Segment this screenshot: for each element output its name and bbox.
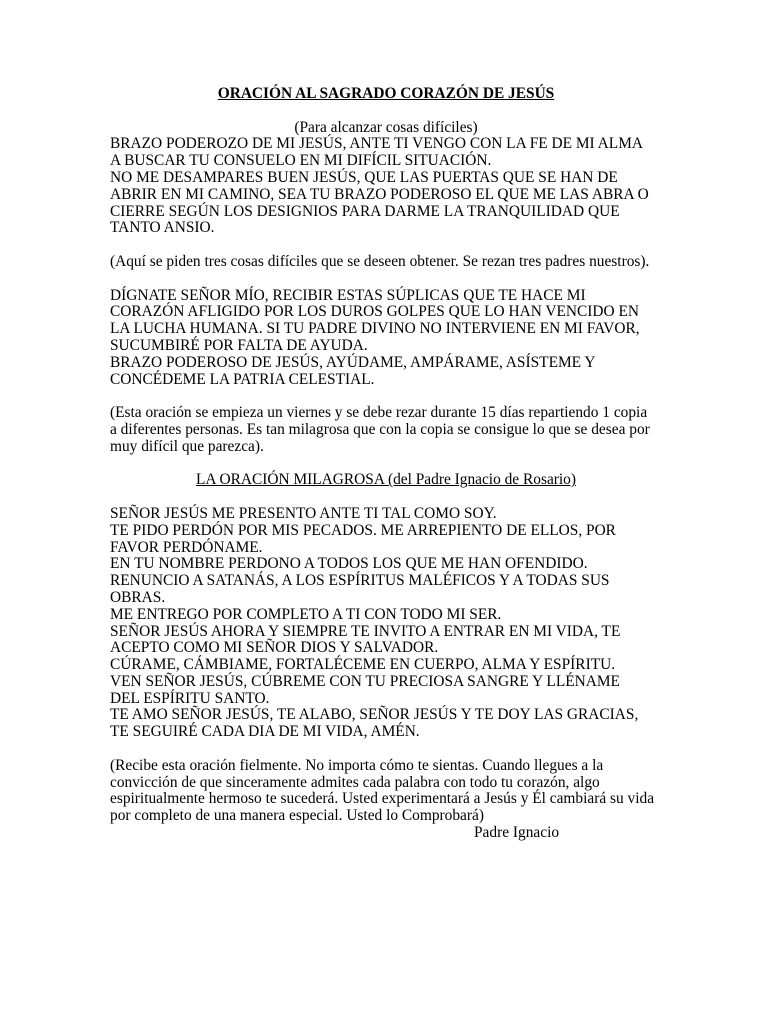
prayer-line: RENUNCIO A SATANÁS, A LOS ESPÍRITUS MALÉFICOS Y A TODAS SUS xyxy=(110,572,610,590)
prayer-line: NO ME DESAMPARES BUEN JESÚS, QUE LAS PUERTAS QUE SE HAN DE xyxy=(110,168,618,186)
prayer-line: TE PIDO PERDÓN POR MIS PECADOS. ME ARREPIENTO DE ELLOS, POR xyxy=(110,521,616,539)
note-line: muy difícil que parezca). xyxy=(110,437,264,455)
section-title-oracion-milagrosa: LA ORACIÓN MILAGROSA (del Padre Ignacio de Rosario) xyxy=(195,471,576,489)
spacer xyxy=(110,456,662,473)
prayer-line: TE AMO SEÑOR JESÚS, TE ALABO, SEÑOR JESÚS Y TE DOY LAS GRACIAS, xyxy=(110,706,639,724)
signature: Padre Ignacio xyxy=(474,824,560,842)
prayer-line: EN TU NOMBRE PERDONO A TODOS LOS QUE ME HAN OFENDIDO. xyxy=(110,555,588,573)
prayer-line: BRAZO PODEROSO DE JESÚS, AYÚDAME, AMPÁRAME, ASÍSTEME Y xyxy=(110,353,596,371)
prayer-line: CIERRE SEGÚN LOS DESIGNIOS PARA DARME LA TRANQUILIDAD QUE xyxy=(110,202,620,220)
prayer-line: SEÑOR JESÚS ME PRESENTO ANTE TI TAL COMO SOY. xyxy=(110,504,497,522)
note-line: a diferentes personas. Es tan milagrosa que con la copia se consigue lo que se desea por xyxy=(110,420,650,438)
note-line: espiritualmente hermoso te sucederá. Usted experimentará a Jesús y Él cambiará su vida xyxy=(110,790,655,808)
prayer-dignate xyxy=(110,288,662,389)
spacer xyxy=(110,271,662,288)
prayer-line: A BUSCAR TU CONSUELO EN MI DIFÍCIL SITUACIÓN. xyxy=(110,152,492,170)
prayer-line: CORAZÓN AFLIGIDO POR LOS DUROS GOLPES QUE LO HAN VENCIDO EN xyxy=(110,303,639,321)
prayer-line: ACEPTO COMO MI SEÑOR DIOS Y SALVADOR. xyxy=(110,639,439,657)
prayer-line: CÚRAME, CÁMBIAME, FORTALÉCEME EN CUERPO, ALMA Y ESPÍRITU. xyxy=(110,656,616,674)
prayer-line: SEÑOR JESÚS AHORA Y SIEMPRE TE INVITO A ENTRAR EN MI VIDA, TE xyxy=(110,622,621,640)
prayer-milagrosa xyxy=(110,506,662,741)
prayer-line: DEL ESPÍRITU SANTO. xyxy=(110,689,270,707)
prayer-sagrado-corazon xyxy=(110,136,662,237)
note-line: por completo de una manera especial. Usted lo Comprobará) xyxy=(110,807,484,825)
prayer-line: OBRAS. xyxy=(110,588,166,606)
prayer-line: TE SEGUIRÉ CADA DIA DE MI VIDA, AMÉN. xyxy=(110,723,420,741)
prayer-line: LA LUCHA HUMANA. SI TU PADRE DIVINO NO INTERVIENE EN MI FAVOR, xyxy=(110,320,640,338)
prayer-line: DÍGNATE SEÑOR MÍO, RECIBIR ESTAS SÚPLICAS QUE TE HACE MI xyxy=(110,286,586,304)
document-title: ORACIÓN AL SAGRADO CORAZÓN DE JESÚS xyxy=(217,85,555,102)
prayer-line: BRAZO PODEROZO DE MI JESÚS, ANTE TI VENGO CON LA FE DE MI ALMA xyxy=(110,135,643,153)
prayer-line: TANTO ANSIO. xyxy=(110,219,215,237)
note-line: (Recibe esta oración fielmente. No importa cómo te sientas. Cuando llegues a la xyxy=(110,756,604,774)
prayer-line: CONCÉDEME LA PATRIA CELESTIAL. xyxy=(110,370,375,388)
prayer-line: FAVOR PERDÓNAME. xyxy=(110,538,263,556)
spacer xyxy=(110,489,662,506)
prayer-line: VEN SEÑOR JESÚS, CÚBREME CON TU PRECIOSA SANGRE Y LLÉNAME xyxy=(110,672,620,690)
note-line: convicción de que sinceramente admites cada palabra con todo tu corazón, algo xyxy=(110,773,600,791)
instruction-note-repetition xyxy=(110,405,662,455)
prayer-line: SUCUMBIRÉ POR FALTA DE AYUDA. xyxy=(110,336,368,354)
instruction-note-closing xyxy=(110,758,662,825)
prayer-line: ABRIR EN MI CAMINO, SEA TU BRAZO PODEROSO EL QUE ME LAS ABRA O xyxy=(110,185,649,203)
spacer xyxy=(110,388,662,405)
instruction-note: (Aquí se piden tres cosas difíciles que se deseen obtener. Se rezan tres padres nuestros). xyxy=(110,252,650,270)
spacer xyxy=(110,741,662,758)
document-page xyxy=(110,86,662,842)
prayer-line: ME ENTREGO POR COMPLETO A TI CON TODO MI SER. xyxy=(110,605,502,623)
note-line: (Esta oración se empieza un viernes y se debe rezar durante 15 días repartiendo 1 copia xyxy=(110,404,648,422)
document-subtitle: (Para alcanzar cosas difíciles) xyxy=(294,118,478,136)
spacer xyxy=(110,237,662,254)
